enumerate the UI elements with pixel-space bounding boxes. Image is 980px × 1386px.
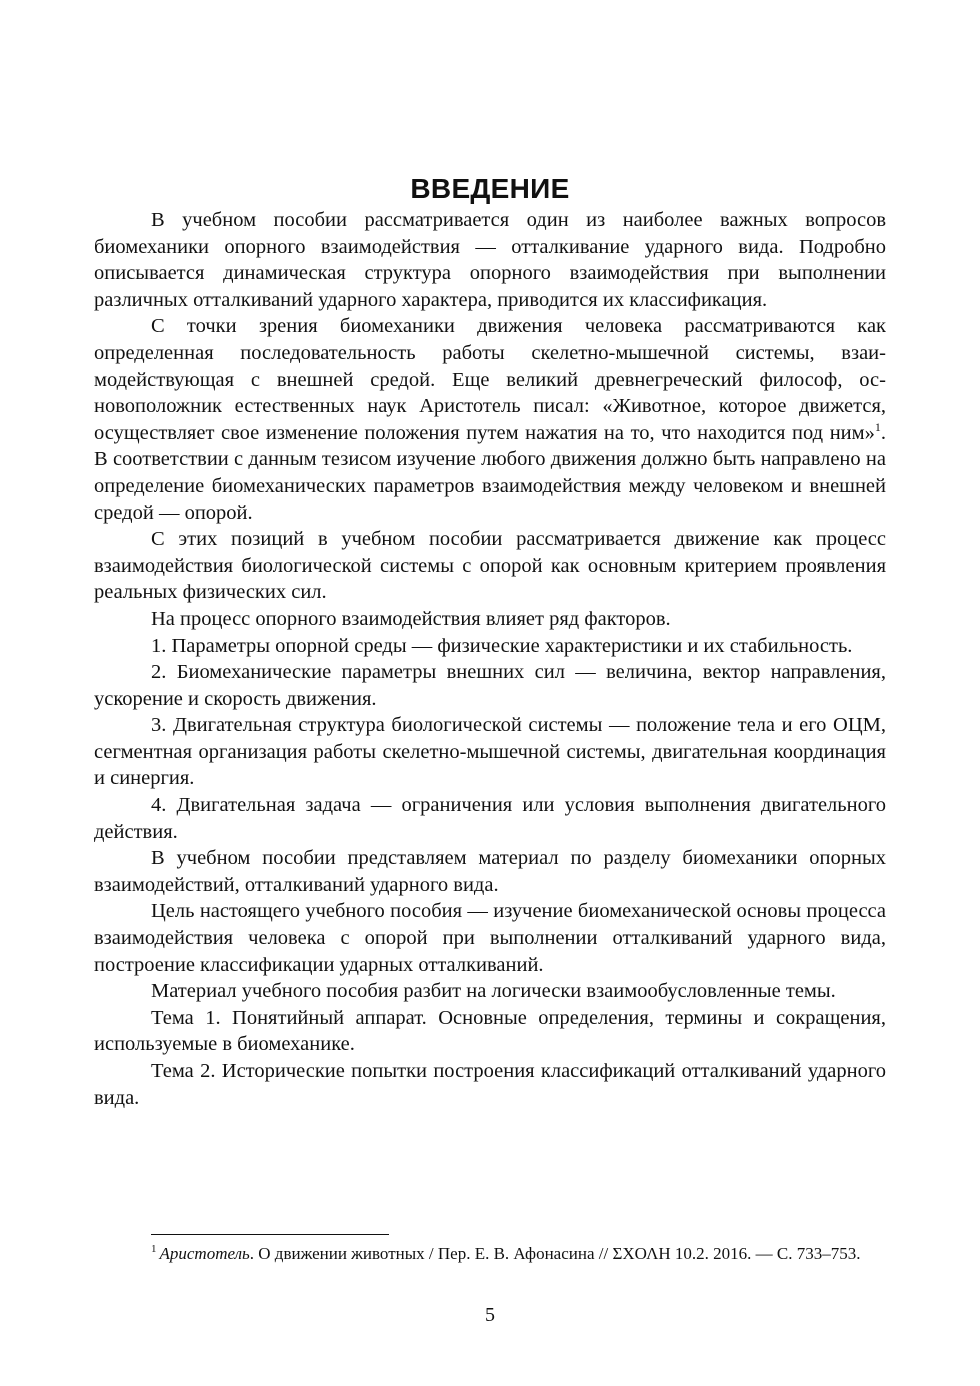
paragraph-3: С этих позиций в учебном пособии рассматривается движение как процесс взаимодействия биологической системы с опорой как основным критерием проявления реальных физических сил. (94, 528, 886, 604)
paragraph-goal: Цель настоящего учебного пособия — изучение биомеханической основы процесса взаимодействия человека с опорой при выполнении отталкиваний ударного вида, построение классификации ударных отталкиваний. (94, 900, 886, 976)
footnote-divider (151, 1234, 389, 1235)
body-text (94, 207, 886, 1111)
paragraph-1: В учебном пособии рассматривается один из наиболее важных вопросов биомеханики опорного взаимодействия — отталкивание ударного вида. Подробно описывается динамическая структура опорного взаимодействия при выполнении различных отталкиваний ударного характера, приводится их классификация. (94, 209, 886, 311)
page-number: 5 (485, 1304, 495, 1326)
chapter-title: ВВЕДЕНИЕ (410, 172, 570, 204)
factor-item-3: 3. Двигательная структура биологической системы — положение тела и его ОЦМ, сегментная организация работы скелетно-мышечной системы, двигательная координация и синергия. (94, 714, 886, 790)
topic-item-1: Тема 1. Понятийный аппарат. Основные определения, термины и сокращения, используемые в биомеханике. (94, 1006, 886, 1056)
footnote-reference[interactable]: 1 (874, 419, 881, 434)
paragraph-structure: Материал учебного пособия разбит на логически взаимообусловленные темы. (151, 980, 836, 1003)
paragraph-material: В учебном пособии представляем материал по разделу биомеханики опорных взаимодействий, отталкиваний ударного вида. (94, 847, 886, 896)
factor-item-1: 1. Параметры опорной среды — физические характеристики и их стабильность. (151, 634, 853, 657)
footnote (94, 1242, 886, 1266)
paragraph-2-text-a: С точки зрения биомеханики движения человека рассматриваются как определенная последовательность работы скелетно-мышечной системы, взаимодействующая с внешней средой. Еще великий древнегреческий философ, основоположник естественных наук Аристотель писал: «Животное, которое движется, осуществляет свое изменение положения путем нажатия на то, что находится под ним» (94, 315, 886, 444)
factor-item-2: 2. Биомеханические параметры внешних сил — величина, вектор направления, ускорение и скорость движения. (94, 661, 886, 710)
footnote-text: . О движении животных / Пер. Е. В. Афонасина // ΣΧΟΛΗ 10.2. 2016. — С. 733–753. (249, 1244, 861, 1263)
paragraph-2 (94, 313, 886, 526)
footnote-mark: 1 (151, 1243, 157, 1255)
paragraph-2-text-b: . В соответствии с данным тезисом изучение любого движения должно быть направлено на определение биомеханических параметров взаимодействия между человеком и внешней средой — опорой. (94, 421, 886, 524)
document-page (94, 0, 886, 1386)
paragraph-4: На процесс опорного взаимодействия влияет ряд факторов. (151, 607, 671, 630)
factor-item-4: 4. Двигательная задача — ограничения или условия выполнения двигательного действия. (94, 794, 886, 843)
footnote-author: Аристотель (159, 1244, 250, 1263)
topic-item-2: Тема 2. Исторические попытки построения классификаций отталкиваний ударного вида. (94, 1060, 886, 1109)
